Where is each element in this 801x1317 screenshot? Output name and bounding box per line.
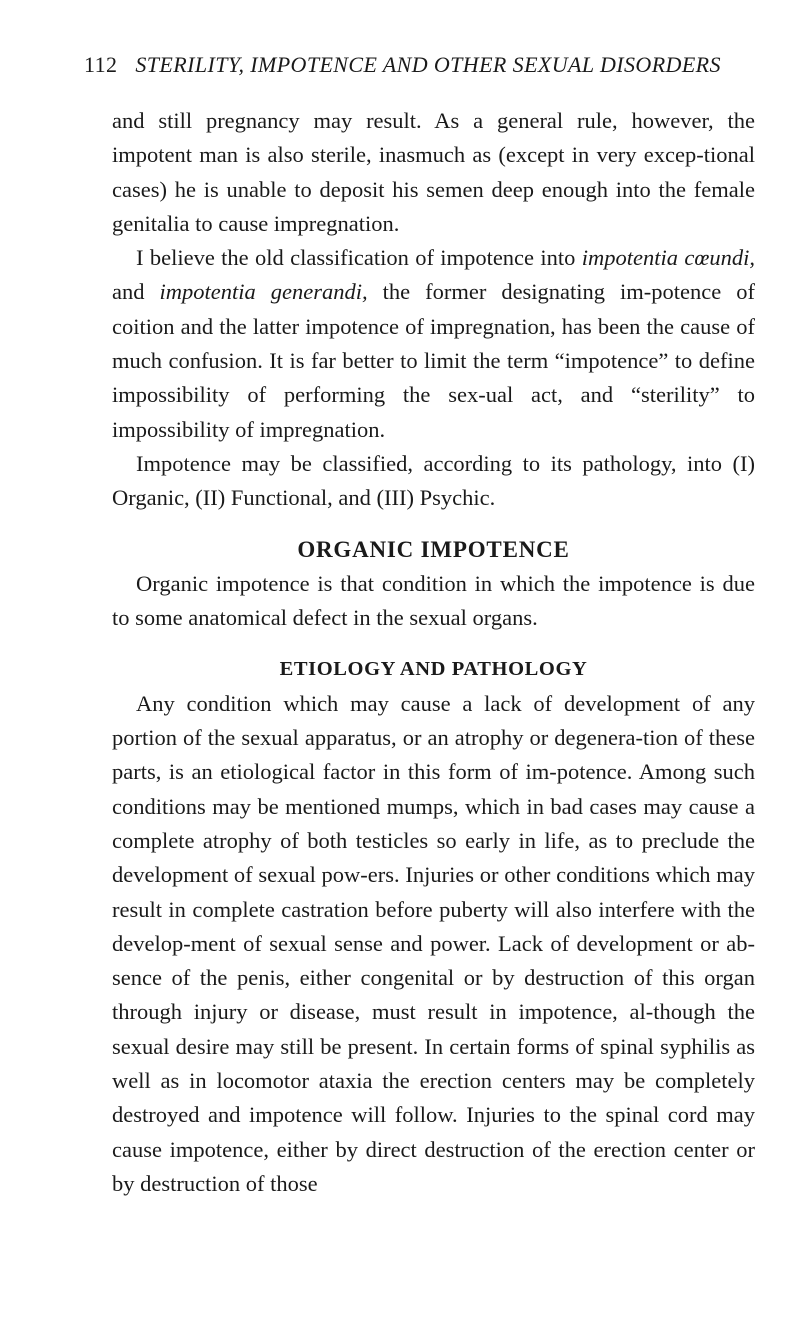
running-head: [84, 52, 744, 78]
paragraph-etiology: Any condition which may cause a lack of development of any portion of the sexual apparatus, or an atrophy or degenera-tion of these parts, is an etiological factor in this form of im-potence. Among such conditions may be mentioned mumps, which in bad cases may cause a complete atrophy of both testicles so early in life, as to preclude the development of sexual pow-ers. Injuries or other conditions which may result in complete castration before puberty will also interfere with the develop-ment of sexual sense and power. Lack of development or ab-sence of the penis, either congenital or by destruction of this organ through injury or disease, must result in impotence, al-though the sexual desire may still be present. In certain forms of spinal syphilis as well as in locomotor ataxia the erection centers may be completely destroyed and impotence will follow. Injuries to the spinal cord may cause impotence, either by direct destruction of the erection center or by destruction of those: [112, 690, 755, 1196]
paragraph-organic-definition: Organic impotence is that condition in which the impotence is due to some anatomical defect in the sexual organs.: [112, 570, 755, 631]
paragraph-text: the former designating im-potence of coition and the latter impotence of impregnation, has been the cause of much confusion. It is far better to limit the term “impotence” to define impossibility of performing the sex-ual act, and “sterility” to impossibility of impregnation.: [112, 279, 755, 442]
paragraph-text: and: [112, 279, 160, 305]
paragraph-pathology-classes: Impotence may be classified, according to its pathology, into (I) Organic, (II) Functional, and (III) Psychic.: [112, 450, 755, 511]
paragraph-text: I believe the old classification of impotence into: [136, 245, 582, 271]
section-heading-etiology-pathology: ETIOLOGY AND PATHOLOGY: [279, 658, 588, 681]
paragraph-classification: [112, 241, 755, 447]
paragraph-continuation: and still pregnancy may result. As a general rule, however, the impotent man is also sterile, inasmuch as (except in very excep-tional cases) he is unable to deposit his semen deep enough into the female genitalia to cause impregnation.: [112, 108, 755, 236]
latin-term-generandi: impotentia generandi,: [159, 279, 368, 305]
section-heading-organic-impotence: ORGANIC IMPOTENCE: [297, 536, 570, 562]
latin-term-coeundi: impotentia cœundi,: [581, 245, 755, 271]
page-number: 112: [84, 52, 118, 77]
body-text: [112, 104, 755, 1201]
running-title: STERILITY, IMPOTENCE AND OTHER SEXUAL DISORDERS: [135, 52, 721, 77]
